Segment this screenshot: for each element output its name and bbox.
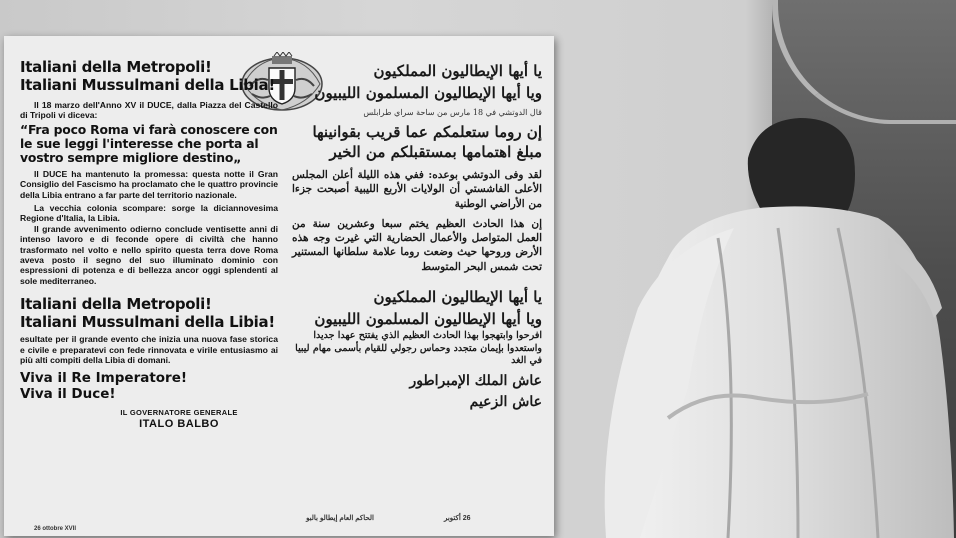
signature-title: IL GOVERNATORE GENERALE [120, 407, 238, 417]
poster-date: 26 ottobre XVII [34, 526, 77, 532]
heading-mussulmani-2: Italiani Mussulmani della Libia! [20, 313, 275, 332]
heading-metropoli-2: Italiani della Metropoli! [20, 295, 212, 314]
arabic-paragraph-2: إن هذا الحادث العظيم يختم سبعا وعشرين سنة من العمل المتواصل والأعمال الحضارية التي غيرت وجه هذه الأرض وروحها حيث وضعت روما علامة سلطانها المستنير تحت شمس البحر المتوسط [292, 217, 542, 273]
signature-name: ITALO BALBO [139, 417, 219, 430]
viva-duce: Viva il Duce! [20, 385, 116, 402]
heading-mussulmani: Italiani Mussulmani della Libia! [20, 76, 275, 94]
viva-re-imperatore: Viva il Re Imperatore! [20, 369, 188, 386]
arabic-heading-3: يا أيها الإيطاليون المملكيون [373, 288, 542, 307]
arabic-paragraph-3: افرحوا وابتهجوا بهذا الحادث العظيم الذي يفتتح عهدا جديدا واستعدوا بإيمان متجدد وحماس رجولي للقيام بأسمى مهام ليبيا في الغد [295, 330, 542, 367]
arabic-heading-1: يا أيها الإيطاليون المملكيون [373, 62, 542, 80]
duce-quote: “Fra poco Roma vi farà conoscere con le sue leggi l'interesse che porta al vostro sempre migliore destino„ [20, 121, 278, 165]
intro-paragraph: Il 18 marzo dell'Anno XV il DUCE, dalla Piazza del Castello di Tripoli vi diceva: [20, 100, 278, 121]
arabic-date: 26 أكتوبر [444, 515, 471, 522]
paragraph-exhortation: esultate per il grande evento che inizia una nuova fase storica e civile e preparatevi con fede rinnovata e virile entusiasmo ai più alti compiti della Libia di domani. [20, 334, 278, 366]
proclamation-poster [4, 36, 554, 536]
arabic-heading-4: ويا أيها الإيطاليون المسلمون الليبيون [314, 310, 542, 329]
arabic-signature: الحاكم العام إيطالو بالبو [306, 515, 374, 522]
arabic-text-column [292, 60, 542, 414]
heading-metropoli: Italiani della Metropoli! [20, 58, 212, 76]
paragraph-promise: Il DUCE ha mantenuto la promessa: questa notte il Gran Consiglio del Fascismo ha proclamato che le quattro provincie della Libia entrano a far parte del territorio nazionale. [20, 168, 278, 200]
paragraph-colony: La vecchia colonia scompare: sorge la diciannovesima Regione d'Italia, la Libia. [20, 203, 278, 224]
italian-text-column [20, 58, 278, 430]
man-in-robe-figure [598, 118, 956, 538]
arabic-intro: قال الدوتشي في 18 مارس من ساحة سراي طرابلس [363, 108, 542, 117]
arabic-paragraph-1: لقد وفى الدوتشي بوعده: ففي هذه الليلة أعلن المجلس الأعلى الفاشستي أن الولايات الأربع الليبية أصبحت جزءا من الأراضي الوطنية [292, 169, 542, 210]
arabic-quote: إن روما ستعلمكم عما قريب بقوانينها مبلغ اهتمامها بمستقبلكم من الخير [312, 123, 542, 161]
arabic-viva-king: عاش الملك الإمبراطور [409, 372, 542, 389]
arabic-viva-duce: عاش الزعيم [469, 393, 542, 410]
paragraph-event: Il grande avvenimento odierno conclude ventisette anni di intenso lavoro e di feconde opere di civiltà che hanno trasformato nel volto e nello spirito questa terra dove Roma aveva posto il segno del suo illuminato dominio con espressioni di potenza e di bellezza ancor oggi splendenti al sole mediterraneo. [20, 223, 278, 286]
arabic-heading-2: ويا أيها الإيطاليون المسلمون الليبيون [314, 84, 542, 102]
